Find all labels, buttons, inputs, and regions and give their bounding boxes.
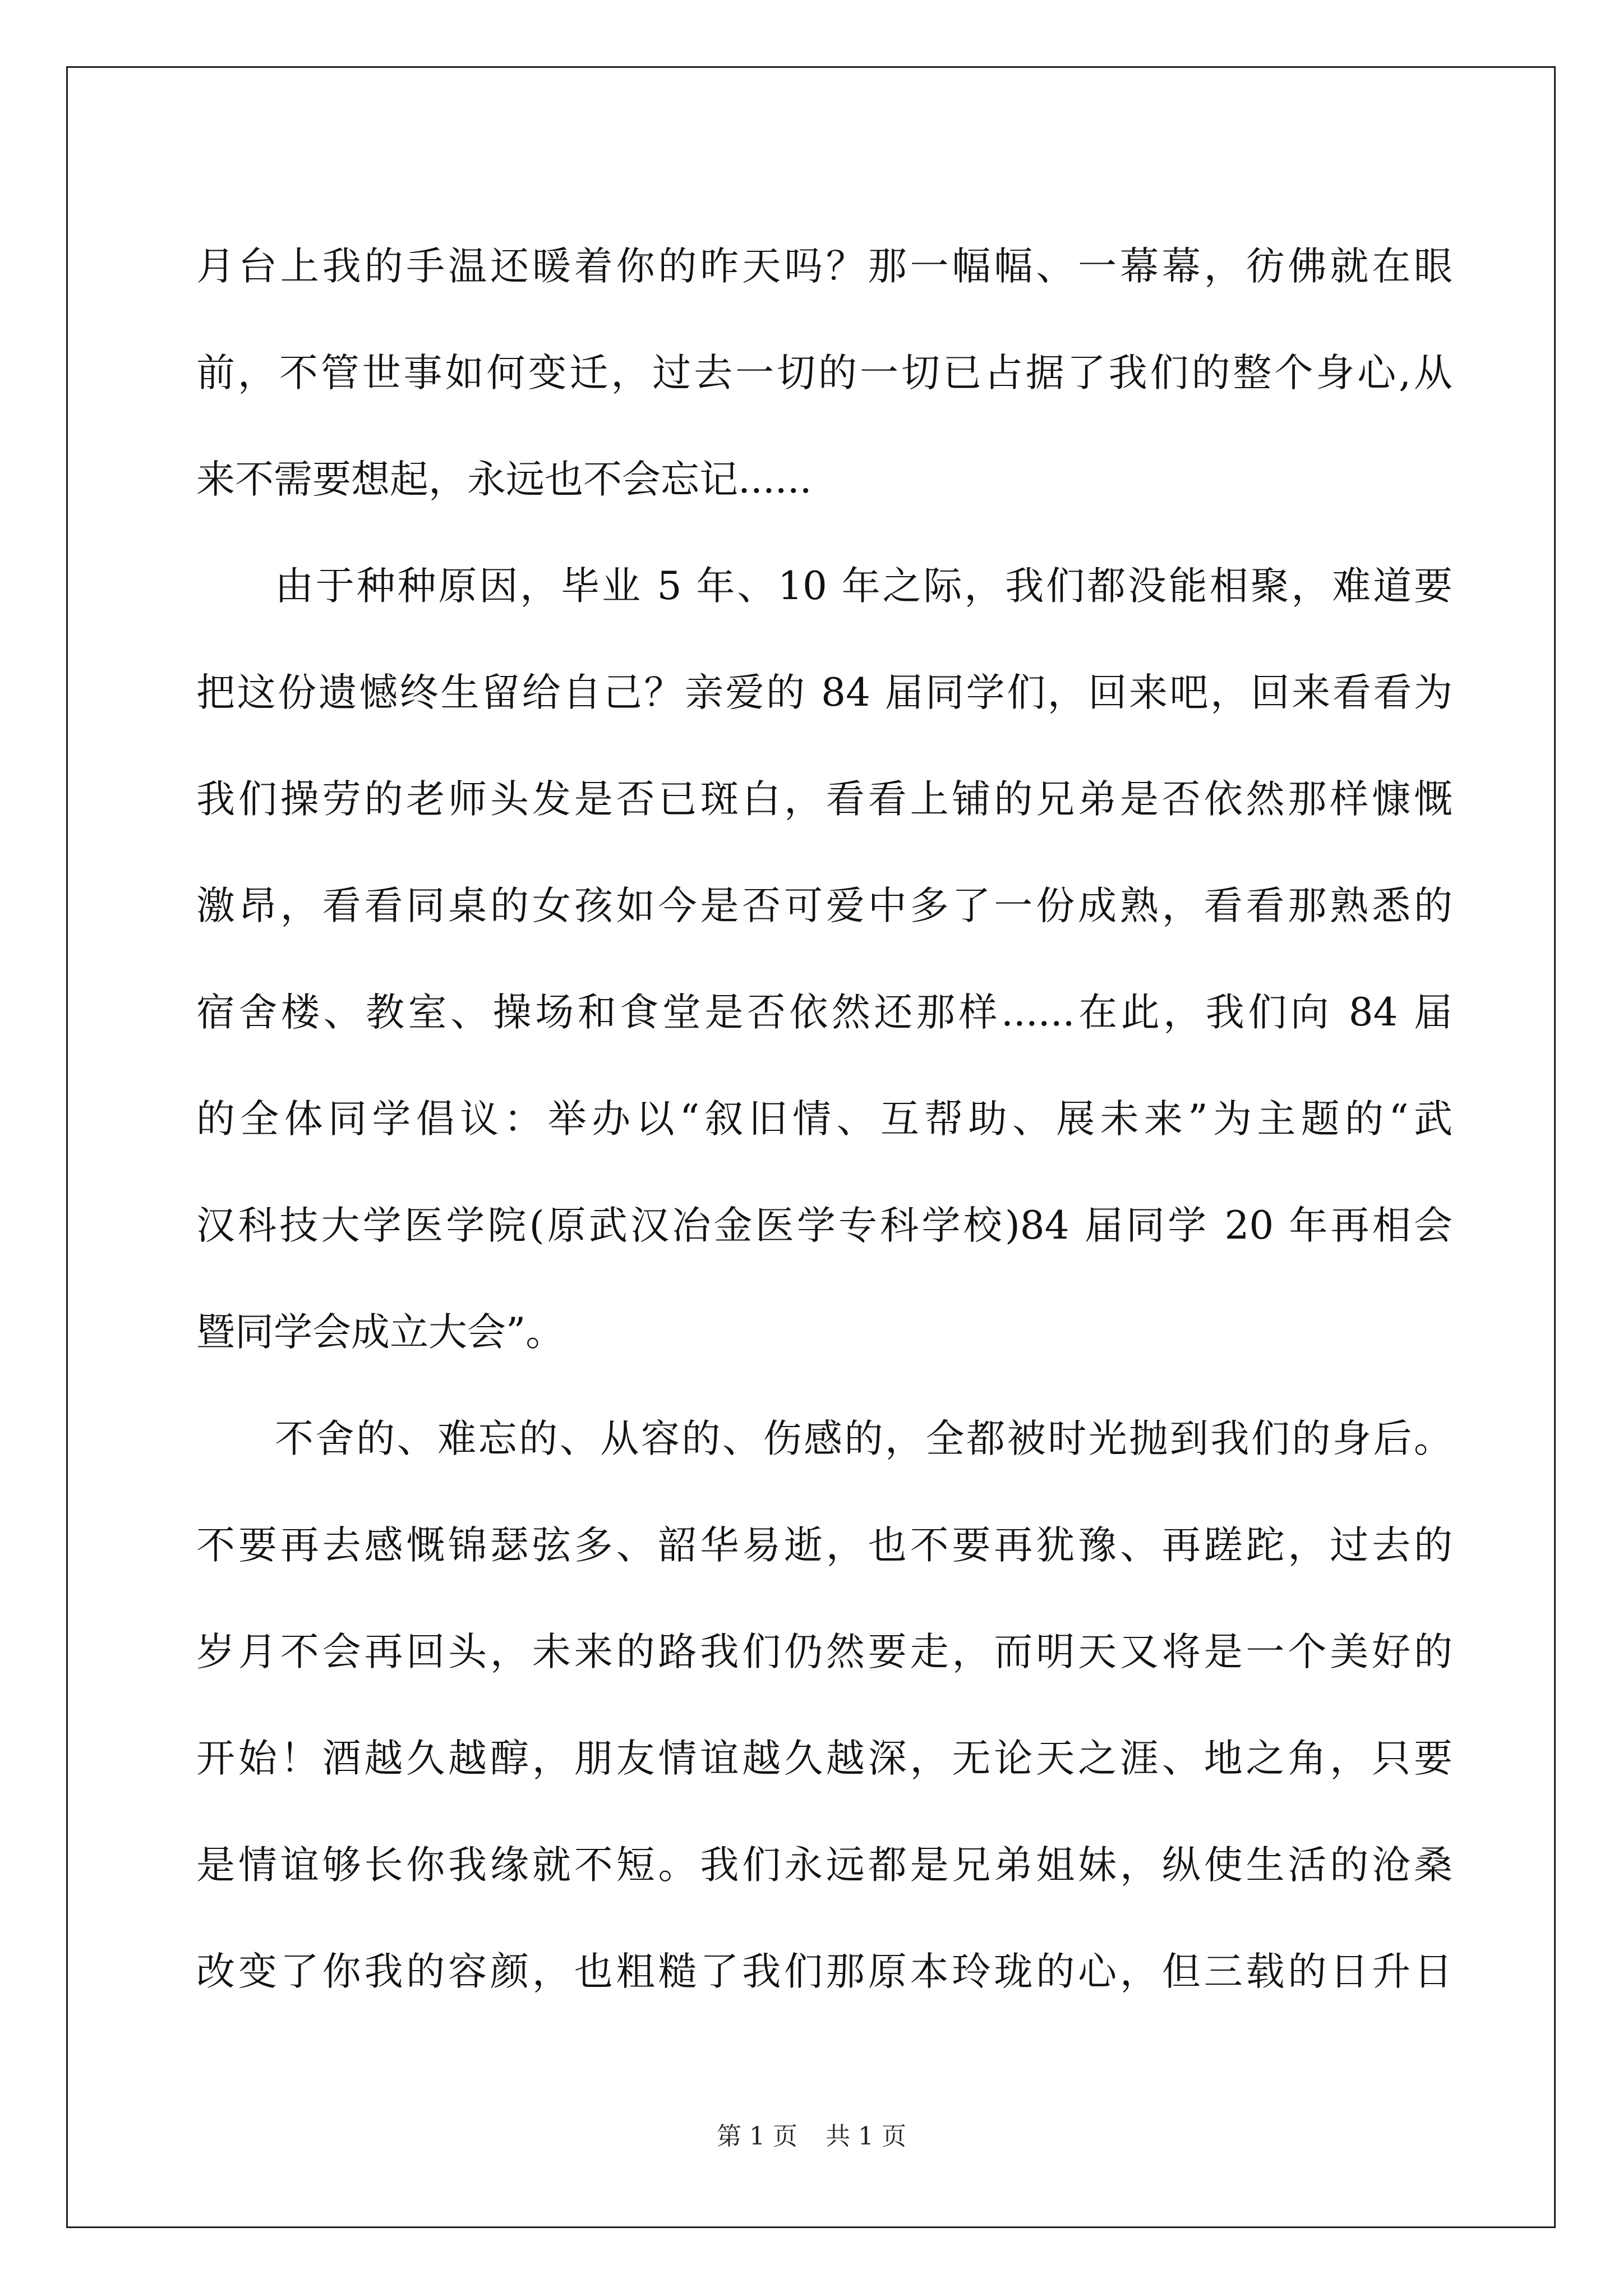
text-line: 我们操劳的老师头发是否已斑白，看看上铺的兄弟是否依然那样慷慨 [196, 777, 1453, 822]
text-line: 月台上我的手温还暖着你的昨天吗？那一幅幅、一幕幕，彷佛就在眼 [196, 244, 1453, 289]
text-line: 暨同学会成立大会”。 [196, 1310, 565, 1355]
page-total: 共 1 页 [826, 2122, 906, 2151]
text-line: 开始！酒越久越醇，朋友情谊越久越深，无论天之涯、地之角，只要 [196, 1736, 1453, 1781]
text-line: 的全体同学倡议：举办以“叙旧情、互帮助、展未来”为主题的“武 [196, 1097, 1453, 1142]
document-body [196, 213, 1453, 2025]
text-line: 汉科技大学医学院(原武汉冶金医学专科学校)84 届同学 20 年再相会 [196, 1203, 1453, 1248]
text-line: 是情谊够长你我缘就不短。我们永远都是兄弟姐妹，纵使生活的沧桑 [196, 1843, 1453, 1888]
text-line: 不舍的、难忘的、从容的、伤感的，全都被时光抛到我们的身后。 [275, 1416, 1453, 1461]
text-line: 岁月不会再回头，未来的路我们仍然要走，而明天又将是一个美好的 [196, 1630, 1453, 1674]
text-line: 改变了你我的容颜，也粗糙了我们那原本玲珑的心，但三载的日升日 [196, 1949, 1453, 1994]
page-footer [0, 2116, 1623, 2152]
text-line: 由于种种原因，毕业 5 年、10 年之际，我们都没能相聚，难道要 [275, 564, 1453, 609]
text-line: 前，不管世事如何变迁，过去一切的一切已占据了我们的整个身心,从 [196, 351, 1453, 395]
text-line: 宿舍楼、教室、操场和食堂是否依然还那样......在此，我们向 84 届 [196, 990, 1453, 1035]
text-line: 不要再去感慨锦瑟弦多、韶华易逝，也不要再犹豫、再蹉跎，过去的 [196, 1523, 1453, 1568]
text-line: 把这份遗憾终生留给自己？亲爱的 84 届同学们，回来吧，回来看看为 [196, 670, 1453, 715]
text-line: 来不需要想起，永远也不会忘记...... [196, 457, 812, 502]
page-number: 第 1 页 [717, 2122, 797, 2151]
text-line: 激昂，看看同桌的女孩如今是否可爱中多了一份成熟，看看那熟悉的 [196, 884, 1453, 928]
